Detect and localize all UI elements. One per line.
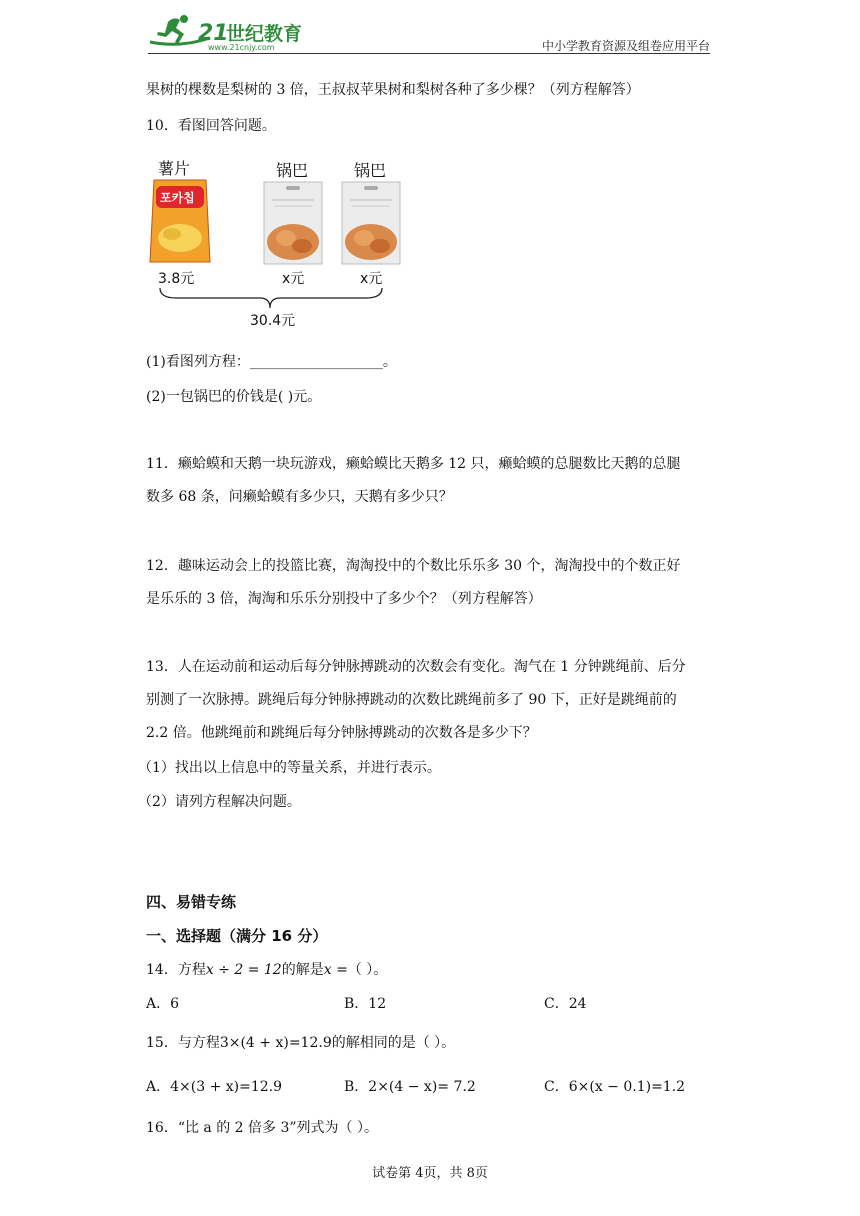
svg-text:www.21cnjy.com: www.21cnjy.com [208,43,275,52]
q10-sub1: (1)看图列方程：___________________。 [146,354,397,370]
guoba-label-1: 锅巴 [276,161,309,180]
header-divider [148,53,710,54]
total-price: 30.4元 [250,313,296,329]
q15-option-c: C．6×(x − 0.1)=1.2 [544,1079,686,1095]
q15-stem: 15．与方程3×(4 + x)=12.9的解相同的是（ ）。 [146,1035,456,1051]
guoba-price-2: x元 [360,271,383,287]
q14-option-b: B．12 [344,996,387,1012]
total-brace [156,286,386,310]
q14-equation: x ÷ 2 = 12 [205,962,282,978]
q13-sub2: （2）请列方程解决问题。 [138,794,301,810]
q10-sub2: (2)一包锅巴的价钱是( )元。 [146,389,322,405]
choice-heading: 一、选择题（满分 16 分） [146,927,328,945]
guoba-bag-icon [260,180,326,266]
q15-option-a: A．4×(3 + x)=12.9 [146,1079,283,1095]
section-heading: 四、易错专练 [146,893,237,911]
q13-line2: 别测了一次脉搏。跳绳后每分钟脉搏跳动的次数比跳绳前多了 90 下，正好是跳绳前的 [146,692,677,708]
q12-line1: 12．趣味运动会上的投篮比赛，淘淘投中的个数比乐乐多 30 个，淘淘投中的个数正好 [146,558,681,574]
q15-equation: 3×(4 + x)=12.9 [219,1035,332,1051]
page-footer: 试卷第 4页，共 8页 [372,1166,488,1181]
q16-stem: 16．“比 a 的 2 倍多 3”列式为（ ）。 [146,1120,378,1136]
q10-title: 10．看图回答问题。 [146,118,276,134]
chips-bag-icon [148,178,212,266]
guoba-label-2: 锅巴 [354,161,387,180]
svg-text:21: 21 [198,21,229,46]
q11-line2: 数多 68 条，问癞蛤蟆有多少只，天鹅有多少只？ [146,489,453,505]
runner-logo-icon [148,14,318,52]
q9-tail: 果树的棵数是梨树的 3 倍，王叔叔苹果树和梨树各种了多少棵？（列方程解答） [146,82,640,98]
guoba-price-1: x元 [282,271,305,287]
q13-line1: 13．人在运动前和运动后每分钟脉搏跳动的次数会有变化。淘气在 1 分钟跳绳前、后分 [146,659,686,675]
guoba-bag-icon [338,180,404,266]
q14-stem: 14．方程x ÷ 2 = 12的解是x =（ ）。 [146,962,388,978]
q14-x-eq: x = [323,962,348,978]
q15-option-b: B．2×(4 − x)= 7.2 [344,1079,476,1095]
q13-line3: 2.2 倍。他跳绳前和跳绳后每分钟脉搏跳动的次数各是多少下？ [146,725,537,741]
svg-text:世纪教育: 世纪教育 [226,23,303,45]
chips-label: 薯片 [158,159,191,178]
q14-option-c: C．24 [544,996,587,1012]
platform-name: 中小学教育资源及组卷应用平台 [541,39,710,53]
q12-line2: 是乐乐的 3 倍，淘淘和乐乐分别投中了多少个？（列方程解答） [146,591,542,607]
chips-price: 3.8元 [158,271,195,287]
q14-option-a: A．6 [146,996,180,1012]
logo [148,14,318,52]
q13-sub1: （1）找出以上信息中的等量关系，并进行表示。 [138,760,441,776]
svg-text:포카칩: 포카칩 [160,191,195,205]
q11-line1: 11．癞蛤蟆和天鹅一块玩游戏，癞蛤蟆比天鹅多 12 只，癞蛤蟆的总腿数比天鹅的总腿 [146,456,681,472]
q10-figure [146,152,416,332]
